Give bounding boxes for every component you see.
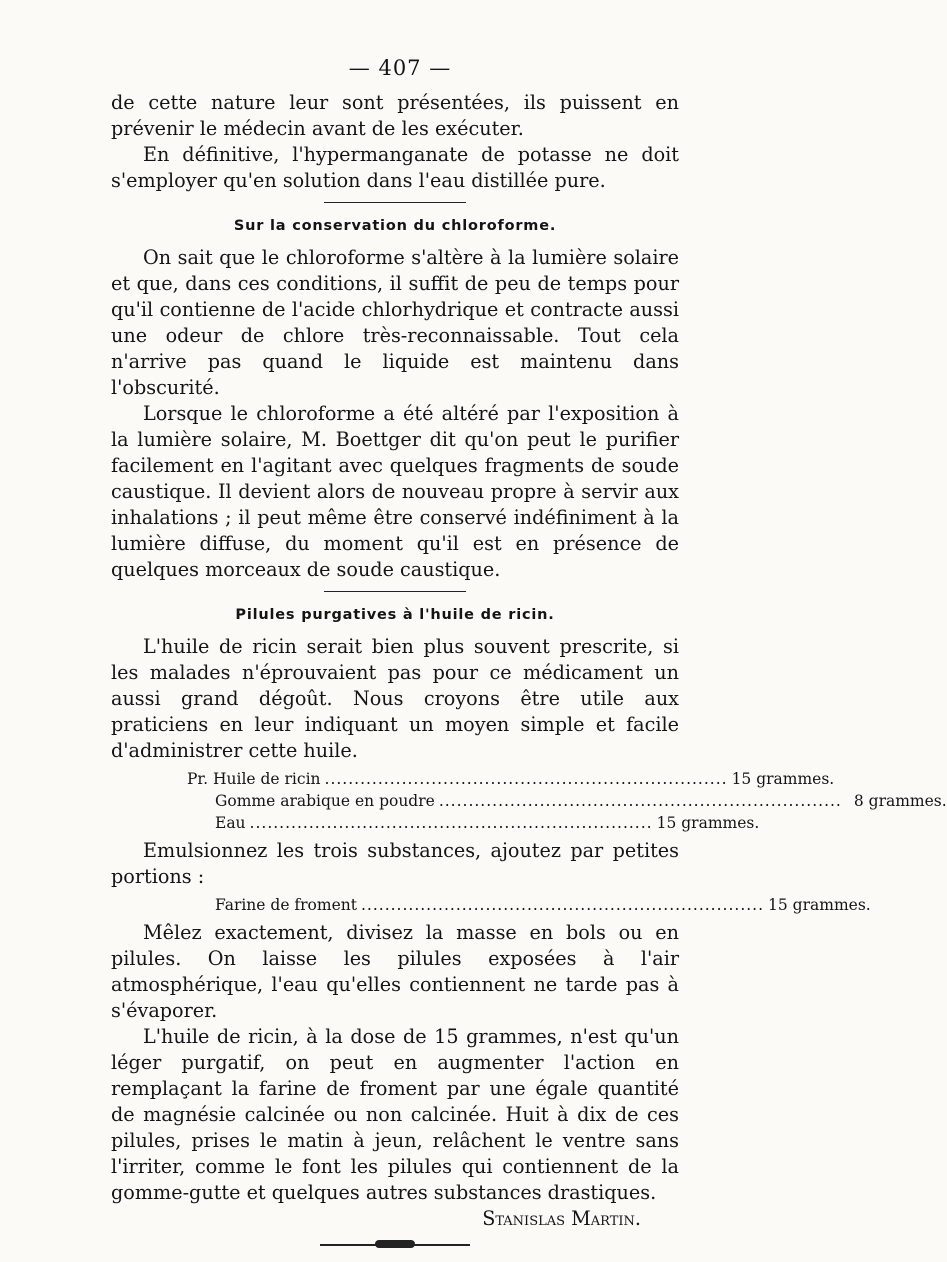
recipe-ingredient: Farine de froment [215,896,357,914]
end-ornament [320,1240,470,1250]
recipe-row: Eau .................................................................... 15 grammes. [215,814,760,832]
recipe-ingredient: Eau [215,814,246,832]
section-title-pilules: Pilules purgatives à l'huile de ricin. [235,607,555,623]
recipe-list [111,894,871,916]
recipe-ingredient: Gomme arabique en poudre [215,792,435,810]
text-column [111,90,947,1250]
paragraph-emulsion: Emulsionnez les trois substances, ajoutez par petites portions : [111,839,679,888]
recipe-quantity: 15 grammes. [731,770,835,788]
recipe-row: Pr. Huile de ricin .................................................................... 15 grammes. [187,770,835,788]
recipe-ingredient: Pr. Huile de ricin [187,770,321,788]
recipe-quantity: 15 grammes. [768,896,871,914]
recipe-list [111,768,947,834]
recipe-quantity: 15 grammes. [656,814,760,832]
recipe-row: Gomme arabique en poudre .................................................................... 8 grammes. [215,792,947,810]
recipe-quantity: 8 grammes. [853,792,947,810]
section-divider [324,591,466,592]
section-divider [324,202,466,203]
page-number: — 407 — [348,56,452,80]
paragraph-pilules-2: L'huile de ricin, à la dose de 15 grammes, n'est qu'un léger purgatif, on peut en augmenter l'action en remplaçant la farine de froment par une égale quantité de magnésie calcinée ou non calcinée. Huit à dix de ces pilules, prises le matin à jeun, relâchent le ventre sans l'irriter, comme le font les pilules qui contiennent de la gomme-gutte et quelques autres substances drastiques. [111,1025,679,1204]
paragraph-continued: de cette nature leur sont présentées, ils puissent en prévenir le médecin avant de les exécuter. [111,91,679,140]
paragraph-pilules-1: Mêlez exactement, divisez la masse en bols ou en pilules. On laisse les pilules exposées à l'air atmosphérique, l'eau qu'elles contiennent ne tarde pas à s'évaporer. [111,921,679,1022]
paragraph-pilules-intro: L'huile de ricin serait bien plus souvent prescrite, si les malades n'éprouvaient pas pour ce médicament un aussi grand dégoût. Nous croyons être utile aux praticiens en leur indiquant un moyen simple et facile d'administrer cette huile. [111,635,679,762]
section-title-chloroforme: Sur la conservation du chloroforme. [233,218,557,234]
recipe-row: Farine de froment .................................................................... 15 grammes. [215,896,871,914]
paragraph-chloroforme-2: Lorsque le chloroforme a été altéré par l'exposition à la lumière solaire, M. Boettger dit qu'on peut le purifier facilement en l'agitant avec quelques fragments de soude caustique. Il devient alors de nouveau propre à servir aux inhalations ; il peut même être conservé indéfiniment à la lumière diffuse, du moment qu'il est en présence de quelques morceaux de soude caustique. [111,402,679,581]
paragraph-chloroforme-1: On sait que le chloroforme s'altère à la lumière solaire et que, dans ces conditions, il suffit de peu de temps pour qu'il contienne de l'acide chlorhydrique et contracte aussi une odeur de chlore très-reconnaissable. Tout cela n'arrive pas quand le liquide est maintenu dans l'obscurité. [111,246,679,399]
paragraph-conclusion: En définitive, l'hypermanganate de potasse ne doit s'employer qu'en solution dans l'eau distillée pure. [111,143,679,192]
author-signature: Stanislas Martin. [482,1207,641,1230]
